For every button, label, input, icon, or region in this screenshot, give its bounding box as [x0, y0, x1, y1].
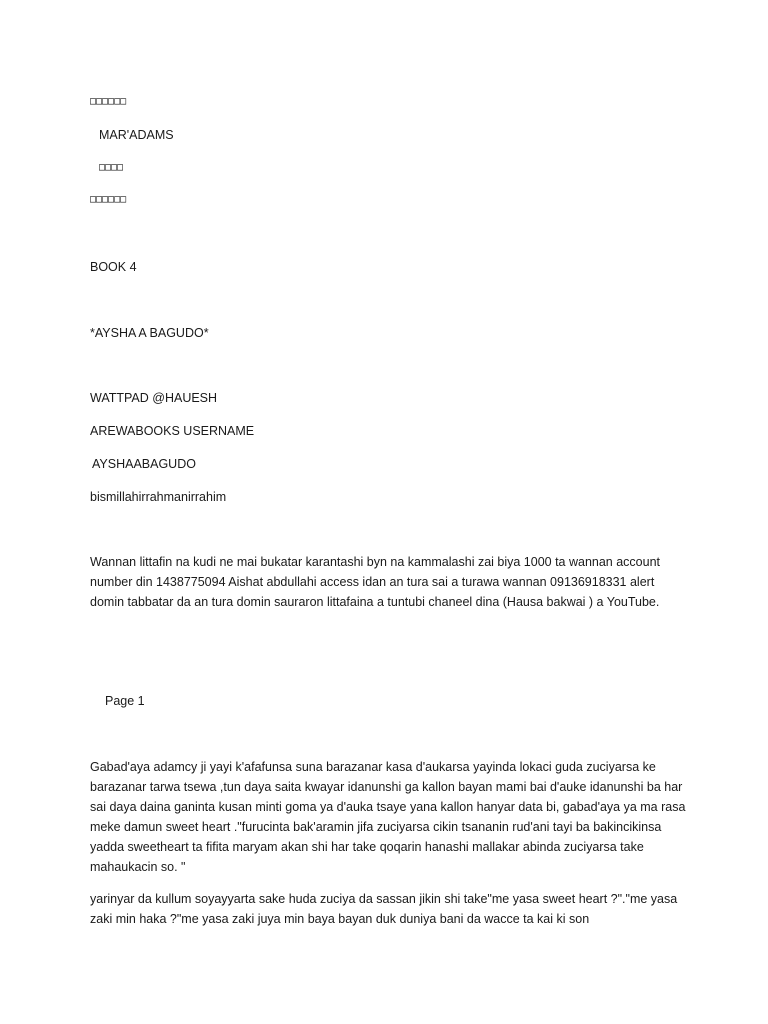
ornament-top: □□□□□□ — [90, 96, 127, 107]
wattpad-handle: WATTPAD @HAUESH — [90, 391, 218, 405]
ornament-mid: □□□□ — [99, 162, 124, 173]
basmala: bismillahirrahmanirrahim — [90, 490, 227, 504]
ornament-bottom: □□□□□□ — [90, 194, 127, 205]
book-label: BOOK 4 — [90, 260, 137, 274]
author-name: MAR'ADAMS — [99, 128, 174, 142]
page-number: Page 1 — [105, 694, 145, 708]
story-paragraph-1: Gabad'aya adamcy ji yayi k'afafunsa suna barazanar kasa d'aukarsa yayinda lokaci guda zuciyarsa ke barazanar tarwa tsewa ,tun daya saita kwayar idanunshi ga kallon bayan mami bai d'auke idanunshi ba har sai daya daina ganinta kusan minti goma ya d'auka tsaye yana kallon hanyar data bi, gabad'aya ya ma rasa meke damun sweet heart ."furucinta bak'aramin jifa zuciyarsa cikin tsananin rud'ani tayi ba bakincikinsa yadda sweetheart ta fifita maryam akan shi har take qoqarin hanashi mallakar abinda zuciyarsa take mahaukacin so. " — [90, 760, 686, 874]
payment-notice: Wannan littafin na kudi ne mai bukatar karantashi byn na kammalashi zai biya 1000 ta wannan account number din 1438775094 Aishat abdullahi access idan an tura sai a turawa wannan 09136918331 alert domin tabbatar da an tura domin sauraron littafaina a tuntubi chaneel dina (Hausa bakwai ) a YouTube. — [90, 555, 661, 609]
arewabooks-username: AYSHAABAGUDO — [92, 457, 196, 471]
story-paragraph-2: yarinyar da kullum soyayyarta sake huda zuciya da sassan jikin shi take"me yasa sweet heart ?"."me yasa zaki min haka ?"me yasa zaki juya min baya bayan duk duniya bani da wacce ta kai ki son — [90, 892, 678, 926]
arewabooks-label: AREWABOOKS USERNAME — [90, 424, 255, 438]
book-title: *AYSHA A BAGUDO* — [90, 326, 209, 340]
